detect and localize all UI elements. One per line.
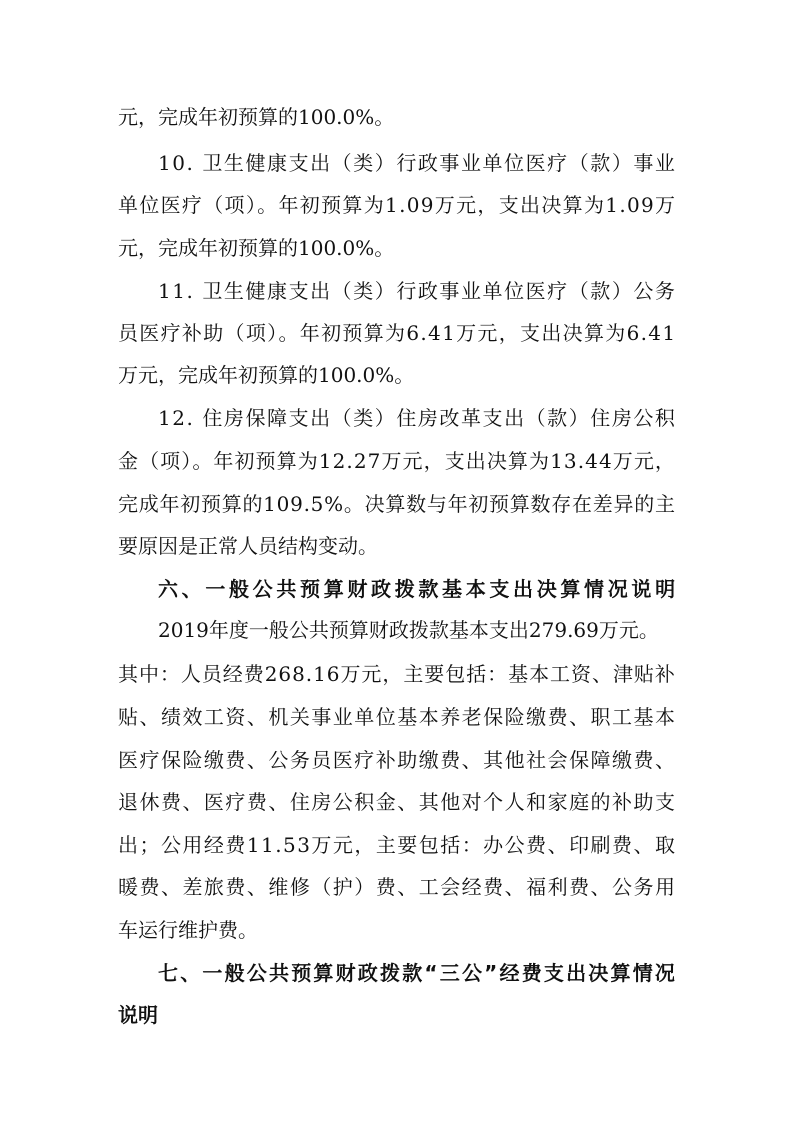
paragraph-10-line-1: 10. 卫生健康支出（类）行政事业单位医疗（款）事业 — [158, 151, 677, 175]
paragraph-10-line-2: 单位医疗（项）。年初预算为1.09万元，支出决算为1.09万 — [118, 193, 677, 217]
section-6-para-line-4: 医疗保险缴费、公务员医疗补助缴费、其他社会保障缴费、 — [118, 748, 677, 772]
paragraph-11-line-2: 员医疗补助（项）。年初预算为6.41万元，支出决算为6.41 — [118, 321, 677, 345]
section-6-para-line-1: 2019年度一般公共预算财政拨款基本支出279.69万元。 — [158, 618, 659, 642]
paragraph-11-line-1: 11. 卫生健康支出（类）行政事业单位医疗（款）公务 — [158, 279, 677, 303]
section-6-para-line-5: 退休费、医疗费、住房公积金、其他对个人和家庭的补助支 — [118, 790, 677, 814]
paragraph-11-line-3: 万元，完成年初预算的100.0%。 — [118, 363, 415, 387]
section-6-para-line-6: 出；公用经费11.53万元，主要包括：办公费、印刷费、取 — [118, 833, 677, 857]
section-6-para-line-7: 暖费、差旅费、维修（护）费、工会经费、福利费、公务用 — [118, 875, 677, 899]
paragraph-9-line-3: 元，完成年初预算的100.0%。 — [118, 105, 395, 129]
section-7-heading-line-2: 说明 — [118, 1003, 158, 1027]
section-7-heading-line-1: 七、一般公共预算财政拨款“三公”经费支出决算情况 — [158, 961, 678, 985]
paragraph-12-line-4: 要原因是正常人员结构变动。 — [118, 534, 378, 558]
paragraph-12-line-3: 完成年初预算的109.5%。决算数与年初预算数存在差异的主 — [118, 492, 676, 516]
section-6-para-line-8: 车运行维护费。 — [118, 918, 258, 942]
paragraph-12-line-1: 12. 住房保障支出（类）住房改革支出（款）住房公积 — [158, 406, 677, 430]
section-6-para-line-3: 贴、绩效工资、机关事业单位基本养老保险缴费、职工基本 — [118, 705, 677, 729]
section-6-para-line-2: 其中：人员经费268.16万元，主要包括：基本工资、津贴补 — [118, 662, 676, 686]
section-6-heading: 六、一般公共预算财政拨款基本支出决算情况说明 — [158, 577, 679, 601]
paragraph-10-line-3: 元，完成年初预算的100.0%。 — [118, 236, 395, 260]
paragraph-12-line-2: 金（项）。年初预算为12.27万元，支出决算为13.44万元， — [118, 449, 676, 473]
